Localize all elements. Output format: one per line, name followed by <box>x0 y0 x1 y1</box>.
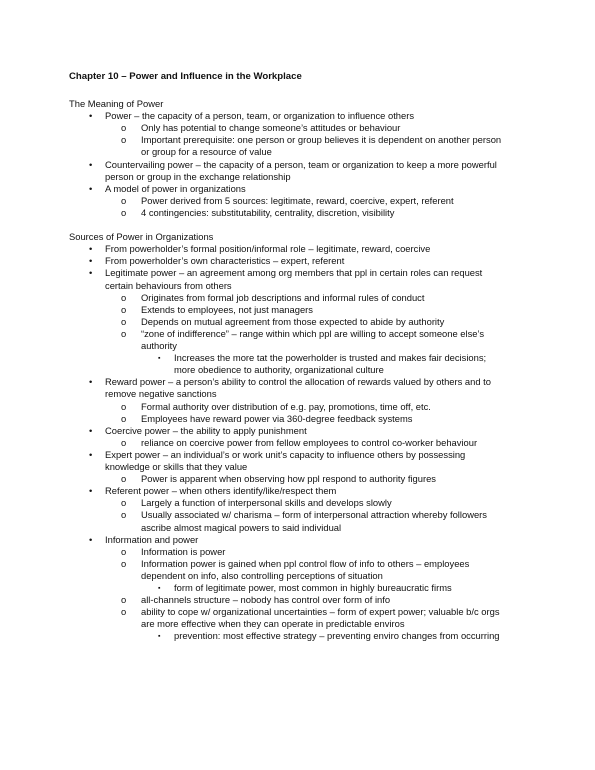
outline-line: 4 contingencies: substitutability, centrality, discretion, visibility <box>141 206 395 218</box>
bullet-dot-icon: • <box>89 158 93 170</box>
outline-line: Power – the capacity of a person, team, or organization to influence others <box>105 110 415 122</box>
outline-line: knowledge or skills that they value <box>105 461 248 472</box>
outline-line: A model of power in organizations <box>105 182 246 194</box>
outline-line: all-channels structure – nobody has control over form of info <box>141 594 391 606</box>
bullet-circle-icon: o <box>121 315 127 327</box>
outline-line: certain behaviours from others <box>105 279 232 291</box>
bullet-circle-icon: o <box>121 545 127 557</box>
outline-line: Only has potential to change someone’s attitudes or behaviour <box>141 122 401 134</box>
outline-line: Depends on mutual agreement from those expected to abide by authority <box>141 315 445 327</box>
section-heading: Sources of Power in Organizations <box>69 231 214 243</box>
outline-line: person or group in the exchange relationship <box>105 170 291 182</box>
bullet-circle-icon: o <box>121 436 127 448</box>
outline-line: Referent power – when others identify/like/respect them <box>105 485 337 497</box>
outline-line: prevention: most effective strategy – preventing enviro changes from occurring <box>174 630 500 642</box>
outline-line: Largely a function of interpersonal skills and develops slowly <box>141 497 392 509</box>
bullet-circle-icon: o <box>121 303 127 315</box>
outline-line: ability to cope w/ organizational uncertainties – form of expert power; valuable b/c orgs <box>141 606 500 618</box>
document-title: Chapter 10 – Power and Influence in the Workplace <box>69 71 302 82</box>
bullet-circle-icon: o <box>121 412 127 424</box>
bullet-dot-icon: • <box>89 255 93 267</box>
bullet-square-icon: ▪ <box>158 355 161 363</box>
outline-line: reliance on coercive power from fellow employees to control co-worker behaviour <box>141 436 478 448</box>
outline-line: dependent on info, also controlling perceptions of situation <box>141 569 383 581</box>
outline-line: Reward power – a person’s ability to control the allocation of rewards valued by others and to <box>105 376 491 388</box>
bullet-circle-icon: o <box>121 122 127 134</box>
outline-line: “zone of indifference” – range within which ppl are willing to accept someone else’s <box>141 327 485 339</box>
outline-line: form of legitimate power, most common in highly bureaucratic firms <box>174 582 452 593</box>
outline-line: Originates from formal job descriptions and informal rules of conduct <box>141 291 425 303</box>
bullet-dot-icon: • <box>89 182 93 194</box>
outline-line: Extends to employees, not just managers <box>141 303 313 315</box>
outline-line: Expert power – an individual’s or work unit’s capacity to influence others by possessing <box>105 448 466 460</box>
bullet-dot-icon: • <box>89 376 93 388</box>
outline-line: Increases the more tat the powerholder is trusted and makes fair decisions; <box>174 352 487 364</box>
bullet-circle-icon: o <box>121 206 127 218</box>
outline-line: remove negative sanctions <box>105 388 217 400</box>
outline-line: From powerholder’s formal position/informal role – legitimate, reward, coercive <box>105 243 431 255</box>
section-heading: The Meaning of Power <box>69 98 164 109</box>
bullet-circle-icon: o <box>121 134 127 146</box>
bullet-circle-icon: o <box>121 194 127 206</box>
bullet-dot-icon: • <box>89 533 93 545</box>
bullet-circle-icon: o <box>121 606 127 618</box>
bullet-dot-icon: • <box>89 110 93 122</box>
outline-line: Employees have reward power via 360-degree feedback systems <box>141 412 413 424</box>
outline-line: more obedience to authority, organizational culture <box>174 364 384 376</box>
outline-line: Usually associated w/ charisma – form of interpersonal attraction whereby followers <box>141 509 487 521</box>
outline-line: Formal authority over distribution of e.g. pay, promotions, time off, etc. <box>141 400 431 412</box>
outline-line: Countervailing power – the capacity of a person, team or organization to keep a more powerful <box>105 158 497 170</box>
bullet-dot-icon: • <box>89 267 93 279</box>
outline-line: ascribe almost magical powers to said individual <box>141 521 342 533</box>
bullet-circle-icon: o <box>121 497 127 509</box>
outline-line: Power derived from 5 sources: legitimate, reward, coercive, expert, referent <box>141 194 454 206</box>
bullet-circle-icon: o <box>121 509 127 521</box>
bullet-square-icon: ▪ <box>158 633 161 641</box>
outline-line: Information power is gained when ppl control flow of info to others – employees <box>141 557 470 569</box>
bullet-dot-icon: • <box>89 243 93 255</box>
outline-line: Important prerequisite: one person or group believes it is dependent on another person <box>141 134 502 146</box>
outline-line: From powerholder’s own characteristics – expert, referent <box>105 255 345 267</box>
outline-line: Power is apparent when observing how ppl respond to authority figures <box>141 473 436 485</box>
bullet-circle-icon: o <box>121 594 127 606</box>
bullet-dot-icon: • <box>89 485 93 497</box>
bullet-dot-icon: • <box>89 424 93 436</box>
bullet-circle-icon: o <box>121 327 127 339</box>
outline-line: are more effective when they can operate in predictable enviros <box>141 618 405 630</box>
outline-line: Coercive power – the ability to apply punishment <box>105 424 307 436</box>
outline-line: Information is power <box>141 545 226 557</box>
outline-line: Information and power <box>105 533 199 545</box>
bullet-dot-icon: • <box>89 448 93 460</box>
bullet-circle-icon: o <box>121 400 127 412</box>
bullet-circle-icon: o <box>121 291 127 303</box>
bullet-square-icon: ▪ <box>158 585 161 592</box>
bullet-circle-icon: o <box>121 473 127 485</box>
outline-line: or group for a resource of value <box>141 146 272 158</box>
bullet-circle-icon: o <box>121 557 127 569</box>
outline-line: authority <box>141 340 177 351</box>
outline-line: Legitimate power – an agreement among org members that ppl in certain roles can request <box>105 267 483 279</box>
